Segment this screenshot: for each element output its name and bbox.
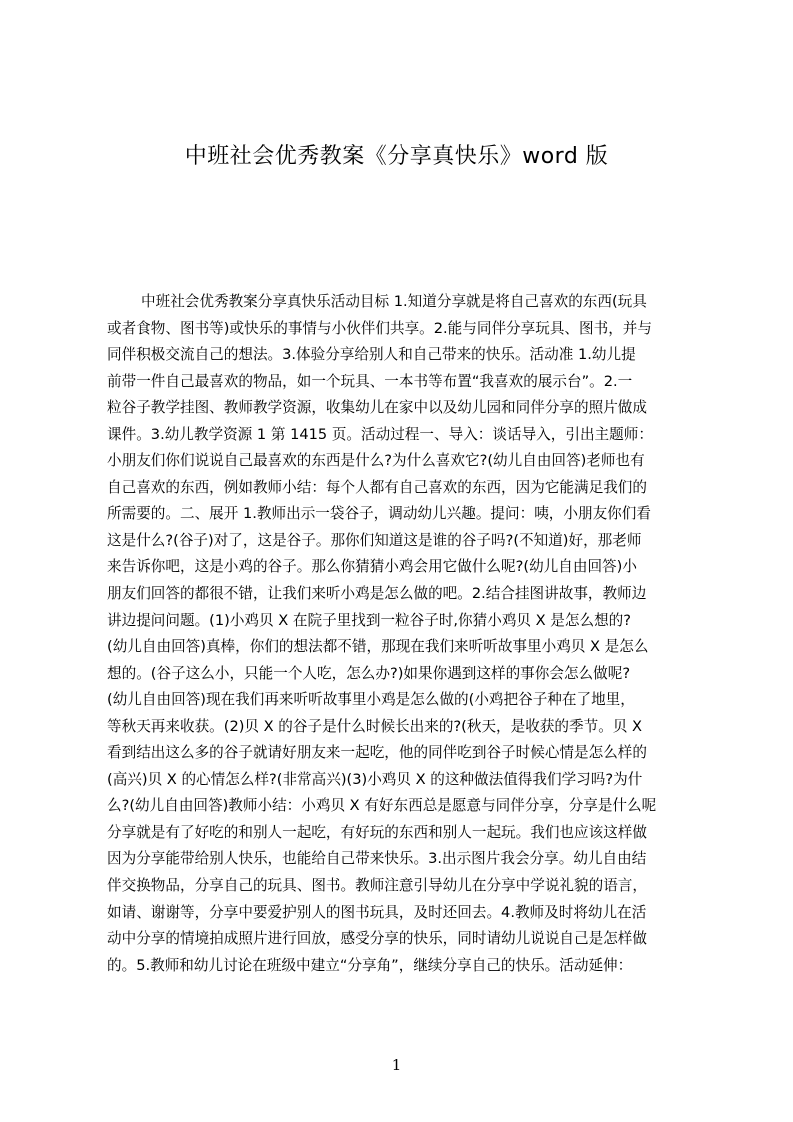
body-line: 的。5.教师和幼儿讨论在班级中建立“分享角”，继续分享自己的快乐。活动延伸： bbox=[107, 956, 633, 974]
body-line: 前带一件自己最喜欢的物品，如一个玩具、一本书等布置“我喜欢的展示台”。2.一 bbox=[107, 372, 633, 390]
body-line: 同伴积极交流自己的想法。3.体验分享给别人和自己带来的快乐。活动准 1.幼儿提 bbox=[107, 346, 636, 364]
body-line: 么?(幼儿自由回答)教师小结：小鸡贝 X 有好东西总是愿意与同伴分享，分享是什么呢 bbox=[107, 797, 657, 815]
body-line: (幼儿自由回答)现在我们再来听听故事里小鸡是怎么做的(小鸡把谷子种在了地里， bbox=[107, 691, 635, 709]
body-line: 所需要的。二、展开 1.教师出示一袋谷子，调动幼儿兴趣。提问：咦，小朋友你们看 bbox=[107, 505, 651, 523]
page-number: 1 bbox=[391, 1056, 402, 1074]
body-line: 讲边提问问题。(1)小鸡贝 X 在院子里找到一粒谷子时,你猜小鸡贝 X 是怎么想的? bbox=[107, 611, 632, 629]
body-line: 伴交换物品，分享自己的玩具、图书。教师注意引导幼儿在分享中学说礼貌的语言， bbox=[107, 877, 647, 895]
body-line: 看到结出这么多的谷子就请好朋友来一起吃，他的同伴吃到谷子时候心情是怎么样的 bbox=[107, 744, 647, 762]
body-line: 中班社会优秀教案分享真快乐活动目标 1.知道分享就是将自己喜欢的东西(玩具 bbox=[141, 293, 647, 310]
body-line: 课件。3.幼儿教学资源 1 第 1415 页。活动过程一、导入：谈话导入，引出主题师： bbox=[107, 425, 653, 443]
body-line: 粒谷子教学挂图、教师教学资源，收集幼儿在家中以及幼儿园和同伴分享的照片做成 bbox=[107, 399, 647, 417]
body-line: 因为分享能带给别人快乐，也能给自己带来快乐。3.出示图片我会分享。幼儿自由结 bbox=[107, 850, 647, 868]
body-line: 想的。(谷子这么小，只能一个人吃，怎么办?)如果你遇到这样的事你会怎么做呢? bbox=[107, 664, 631, 682]
body-line: 自己喜欢的东西，例如教师小结：每个人都有自己喜欢的东西，因为它能满足我们的 bbox=[107, 478, 647, 496]
body-line: 朋友们回答的都很不错，让我们来听小鸡是怎么做的吧。2.结合挂图讲故事，教师边 bbox=[107, 585, 647, 603]
body-line: 小朋友们你们说说自己最喜欢的东西是什么?为什么喜欢它?(幼儿自由回答)老师也有 bbox=[107, 452, 645, 470]
body-line: 这是什么?(谷子)对了，这是谷子。那你们知道这是谁的谷子吗?(不知道)好，那老师 bbox=[107, 531, 642, 549]
body-line: 等秋天再来收获。(2)贝 X 的谷子是什么时候长出来的?(秋天，是收获的季节。贝 X bbox=[107, 717, 643, 735]
body-line: (幼儿自由回答)真棒，你们的想法都不错，那现在我们来听听故事里小鸡贝 X 是怎么 bbox=[107, 638, 649, 656]
body-line: (高兴)贝 X 的心情怎么样?(非常高兴)(3)小鸡贝 X 的这种做法值得我们学习吗?为什 bbox=[107, 770, 643, 788]
body-line: 如请、谢谢等，分享中要爱护别人的图书玩具，及时还回去。4.教师及时将幼儿在活 bbox=[107, 903, 647, 921]
document-title: 中班社会优秀教案《分享真快乐》word 版 bbox=[184, 144, 609, 169]
body-line: 动中分享的情境拍成照片进行回放，感受分享的快乐，同时请幼儿说说自己是怎样做 bbox=[107, 930, 647, 948]
document-body bbox=[107, 289, 698, 979]
body-line: 来告诉你吧，这是小鸡的谷子。那么你猜猜小鸡会用它做什么呢?(幼儿自由回答)小 bbox=[107, 558, 637, 576]
body-line: 或者食物、图书等)或快乐的事情与小伙伴们共享。2.能与同伴分享玩具、图书，并与 bbox=[107, 319, 652, 337]
body-line: 分享就是有了好吃的和别人一起吃，有好玩的东西和别人一起玩。我们也应该这样做 bbox=[107, 823, 647, 841]
